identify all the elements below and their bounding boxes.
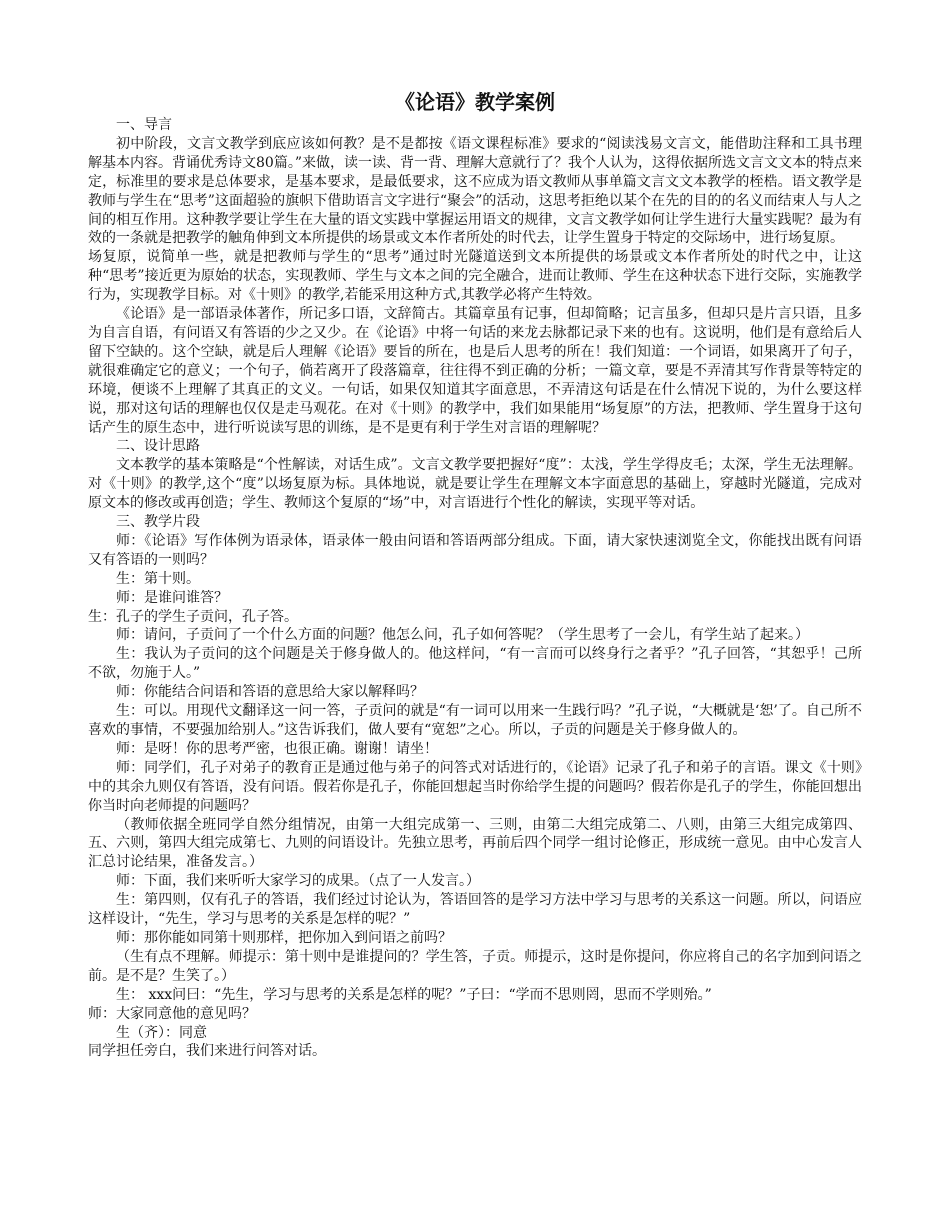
paragraph: 二、设计思路: [116, 438, 200, 455]
paragraph: 师：请问，子贡问了一个什么方面的问题？他怎么问，孔子如何答呢？（学生思考了一会儿，有学生站了起来。）: [116, 627, 809, 644]
paragraph: 师：下面，我们来听听大家学习的成果。（点了一人发言。）: [116, 873, 480, 890]
paragraph: 师：那你能如同第十则那样，把你加入到问语之前吗？: [116, 929, 452, 946]
paragraph: 师：你能结合问语和答语的意思给大家以解释吗？: [116, 684, 424, 701]
paragraph: 一、导言: [116, 117, 172, 133]
paragraph: （生有点不理解。师提示：第十则中是谁提问的？学生答，子贡。师提示，这时是你提问，你应将自己的名字加到问语之前。是不是？生笑了。）: [88, 948, 862, 984]
paragraph: 师：是谁问谁答？: [116, 589, 228, 606]
paragraph: 师：《论语》写作体例为语录体，语录体一般由问语和答语两部分组成。下面，请大家快速浏览全文，你能找出既有问语又有答语的一则吗？: [88, 532, 862, 568]
document-title: 《论语》教学案例: [395, 90, 555, 114]
paragraph: 生（齐）：同意: [116, 1024, 207, 1041]
paragraph: 《论语》是一部语录体著作，所记多口语，文辞简古。其篇章虽有记事，但却简略；记言虽多，但却只是片言只语，且多为自言自语，有问语又有答语的少之又少。在《论语》中将一句话的来龙去脉都记录下来的也有。这说明，他们是有意给后人留下空缺的。这个空缺，就是后人理解《论语》要旨的所在，也是后人思考的所在！我们知道：一个词语，如果离开了句子，就很难确定它的意义；一个句子，倘若离开了段落篇章，往往得不到正确的分析；一篇文章，要是不弄清其写作背景等特定的环境，便谈不上理解了其真正的文义。一句话，如果仅知道其字面意思，不弄清这句话是在什么情况下说的，为什么要这样说，那对这句话的理解也仅仅是走马观花。在对《十则》的教学中，我们如果能用“场复原”的方法，把教师、学生置身于这句话产生的原生态中，进行听说读写思的训练，是不是更有利于学生对言语的理解呢？: [88, 306, 862, 436]
paragraph: 初中阶段，文言文教学到底应该如何教？是不是都按《语文课程标准》要求的“阅读浅易文言文，能借助注释和工具书理解基本内容。背诵优秀诗文80篇。”来做，读一读、背一背、理解大意就行了？我个人认为，这得依据所选文言文文本的特点来定，标准里的要求是总体要求，是基本要求，是最低要求，这不应成为语文教师从事单篇文言文文本教学的桎梏。语文教学是教师与学生在“思考”这面超验的旗帜下借助语言文字进行“聚会”的活动，这思考拒绝以某个在先的目的的名义而结束人与人之间的相互作用。这种教学要让学生在大量的语文实践中掌握运用语文的规律，文言文教学如何让学生进行大量实践呢？最为有效的一条就是把教学的触角伸到文本所提供的场景或文本作者所处的时代去，让学生置身于特定的交际场中，进行场复原。: [88, 135, 862, 247]
paragraph: 场复原，说简单一些，就是把教师与学生的“思考”通过时光隧道送到文本所提供的场景或文本作者所处的时代之中，让这种“思考”接近更为原始的状态，实现教师、学生与文本之间的完全融合，进而让教师、学生在这种状态下进行交际，实施教学行为，实现教学目标。对《十则》的教学,若能采用这种方式,其教学必将产生特效。: [88, 249, 862, 304]
paragraph: 师：大家同意他的意见吗？: [88, 1005, 256, 1022]
paragraph: 同学担任旁白，我们来进行问答对话。: [88, 1043, 326, 1060]
paragraph: 师：是呀！你的思考严密，也很正确。谢谢！请坐！: [116, 740, 438, 757]
paragraph: 生：孔子的学生子贡问，孔子答。: [88, 608, 298, 625]
document-body: [88, 116, 862, 1061]
paragraph: 生：第四则，仅有孔子的答语，我们经过讨论认为，答语回答的是学习方法中学习与思考的关系这一问题。所以，问语应这样设计，“先生，学习与思考的关系是怎样的呢？”: [88, 892, 862, 928]
document-page: [88, 90, 862, 1061]
paragraph: 生：我认为子贡问的这个问题是关于修身做人的。他这样问，“有一言而可以终身行之者乎？”孔子回答，“其恕乎！己所不欲，勿施于人。”: [88, 646, 862, 682]
paragraph: 文本教学的基本策略是“个性解读，对话生成”。文言文教学要把握好“度”：太浅，学生学得皮毛；太深，学生无法理解。对《十则》的教学,这个“度”以场复原为标。具体地说，就是要让学生在理解文本字面意思的基础上，穿越时光隧道，完成对原文本的修改或再创造；学生、教师这个复原的“场”中，对言语进行个性化的解读，实现平等对话。: [88, 457, 862, 512]
paragraph: 生：第十则。: [116, 570, 200, 587]
paragraph: 生： xxx问曰：“先生，学习与思考的关系是怎样的呢？”子曰：“学而不思则罔，思而不学则殆。”: [116, 986, 712, 1003]
paragraph: （教师依据全班同学自然分组情况，由第一大组完成第一、三则，由第二大组完成第二、八则，由第三大组完成第四、五、六则，第四大组完成第七、九则的问语设计。先独立思考，再前后四个同学一组讨论修正，形成统一意见。由中心发言人汇总讨论结果，准备发言。）: [88, 816, 862, 871]
paragraph: 生：可以。用现代文翻译这一问一答，子贡问的就是“有一词可以用来一生践行吗？”孔子说，“大概就是‘恕’了。自己所不喜欢的事情，不要强加给别人。”这告诉我们，做人要有“宽恕”之心。所以，子贡的问题是关于修身做人的。: [88, 703, 862, 738]
paragraph: 三、教学片段: [116, 514, 200, 531]
paragraph: 师：同学们，孔子对弟子的教育正是通过他与弟子的问答式对话进行的，《论语》记录了孔子和弟子的言语。课文《十则》中的其余九则仅有答语，没有问语。假若你是孔子，你能回想起当时你给学生提的问题吗？假若你是孔子的学生，你能回想出你当时向老师提的问题吗？: [88, 759, 862, 814]
